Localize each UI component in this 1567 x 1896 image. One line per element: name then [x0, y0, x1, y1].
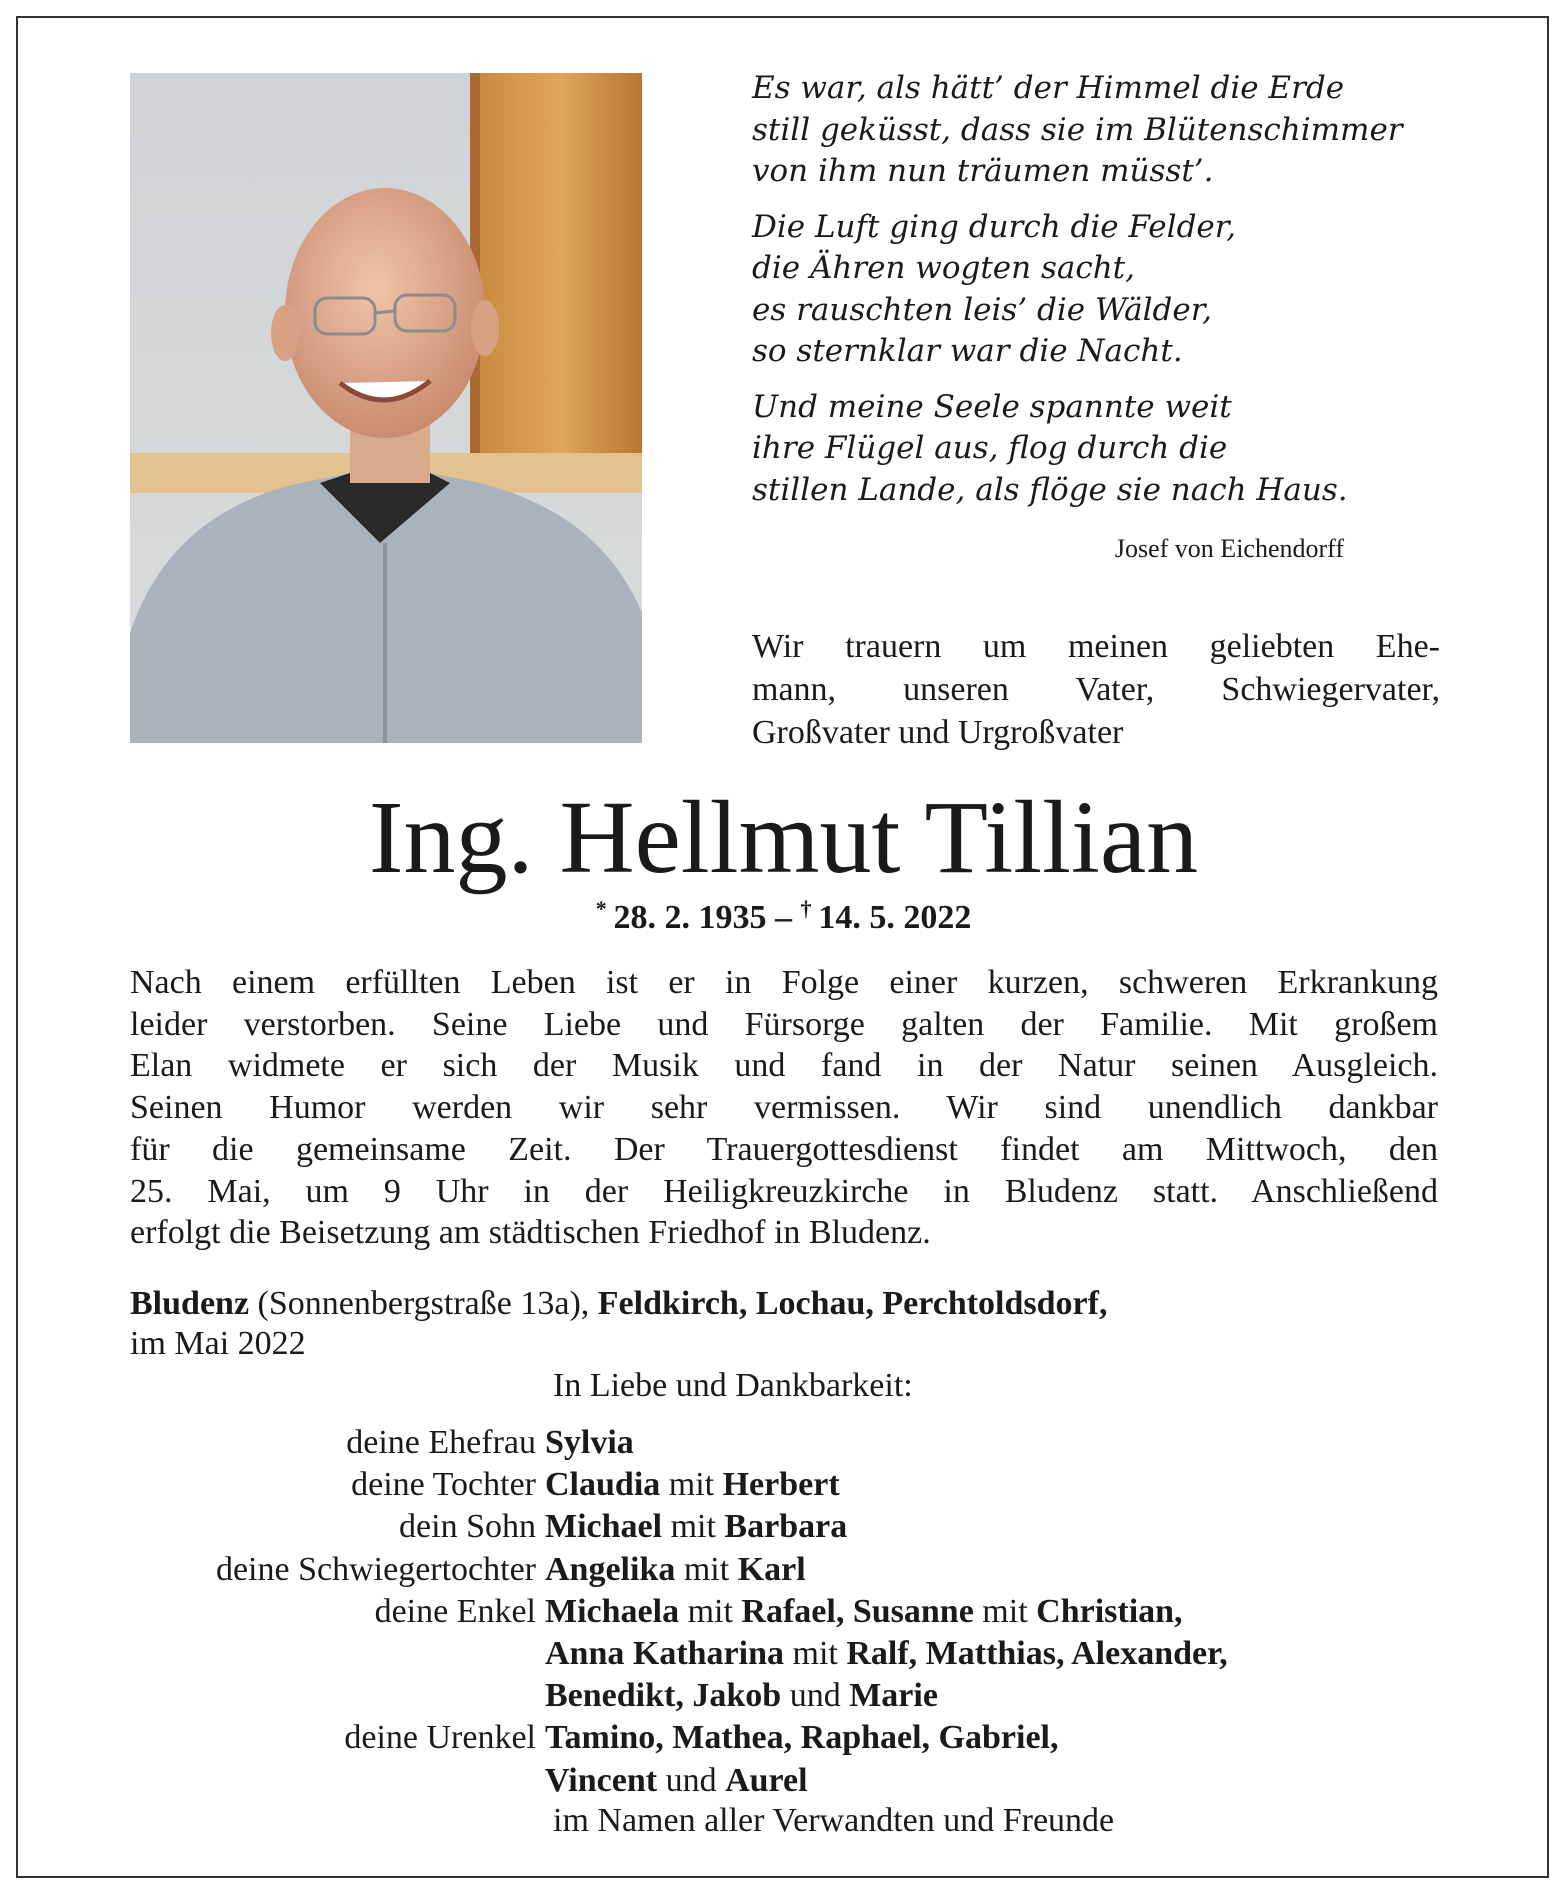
family-names-line	[545, 1549, 1470, 1591]
date-line: im Mai 2022	[130, 1325, 306, 1362]
family-relation: deine Ehefrau	[346, 1424, 536, 1461]
family-member-name: Ralf, Matthias, Alexander,	[846, 1635, 1228, 1673]
family-names-line	[545, 1633, 1470, 1675]
family-names	[545, 1591, 1470, 1718]
family-names-line	[545, 1506, 1470, 1548]
family-connector: und	[781, 1677, 850, 1715]
family-member-name: Claudia	[545, 1466, 661, 1504]
place-and-date	[130, 1284, 1460, 1364]
poem-line: von ihm nun träumen müsst’.	[752, 153, 1214, 189]
family-names-line	[545, 1464, 1470, 1506]
family-row	[130, 1422, 1470, 1464]
life-dates	[0, 896, 1567, 937]
family-connector: mit	[784, 1635, 847, 1673]
family-member-name: Vincent	[545, 1761, 658, 1799]
family-member-name: Benedikt, Jakob	[545, 1677, 782, 1715]
deceased-name: Ing. Hellmut Tillian	[368, 780, 1199, 895]
poem-line: so sternklar war die Nacht.	[752, 333, 1183, 369]
family-connector: und	[657, 1761, 726, 1799]
poem-stanza	[752, 387, 1472, 512]
intro-line: mann, unseren Vater, Schwiegervater,	[752, 671, 1440, 708]
family-member-name: Michaela	[545, 1592, 680, 1630]
family-member-name: Rafael, Susanne	[741, 1592, 974, 1630]
family-names-line	[545, 1591, 1470, 1633]
family-member-name: Barbara	[724, 1508, 848, 1546]
family-relation: deine Urenkel	[344, 1719, 536, 1757]
poem-line: es rauschten leis’ die Wälder,	[752, 291, 1213, 328]
poem-line: stillen Lande, als flöge sie nach Haus.	[752, 471, 1348, 508]
poem-line: Es war, als hätt’ der Himmel die Erde	[752, 70, 1345, 106]
poem-line: Die Luft ging durch die Felder,	[752, 208, 1237, 245]
family-connector: mit	[679, 1592, 742, 1630]
family-row	[130, 1464, 1470, 1506]
family-member-name: Aurel	[725, 1761, 808, 1799]
poem-stanza	[752, 68, 1472, 193]
family-connector: mit	[662, 1508, 725, 1546]
birth-date: 28. 2. 1935	[613, 899, 767, 936]
family-relation: deine Tochter	[351, 1466, 536, 1504]
body-line: Nach einem erfüllten Leben ist er in Folge einer kurzen, schweren Erkrankung	[130, 964, 1438, 1001]
body-line: Elan widmete er sich der Musik und fand in der Natur seinen Ausgleich.	[130, 1047, 1438, 1085]
family-connector: mit	[973, 1592, 1037, 1630]
poem-line: ihre Flügel aus, flog durch die	[752, 430, 1228, 466]
poem-line: Und meine Seele spannte weit	[752, 388, 1232, 425]
poem-line: still geküsst, dass sie im Blütenschimmer	[752, 111, 1403, 148]
family-relation: deine Schwiegertochter	[215, 1550, 536, 1588]
body-line: für die gemeinsame Zeit. Der Trauergottesdienst findet am Mittwoch, den	[130, 1130, 1438, 1168]
portrait-photo	[130, 73, 642, 743]
family-list	[130, 1422, 1470, 1802]
family-row	[130, 1549, 1470, 1591]
family-relation: dein Sohn	[399, 1508, 536, 1546]
family-row	[130, 1591, 1470, 1718]
family-names	[545, 1717, 1470, 1801]
obituary-text	[130, 962, 1438, 1254]
family-member-name: Marie	[849, 1677, 938, 1715]
body-line: Seinen Humor werden wir sehr vermissen. Wir sind unendlich dankbar	[130, 1089, 1438, 1127]
family-member-name: Karl	[737, 1550, 806, 1588]
family-member-name: Herbert	[722, 1466, 840, 1504]
final-line: im Namen aller Verwandten und Freunde	[553, 1802, 1115, 1839]
family-member-name: Michael	[545, 1508, 663, 1546]
date-separator: –	[766, 899, 801, 936]
body-line: 25. Mai, um 9 Uhr in der Heiligkreuzkirche in Bludenz statt. Anschließend	[130, 1172, 1438, 1210]
poem-author: Josef von Eichendorff	[1114, 534, 1344, 563]
family-row	[130, 1506, 1470, 1548]
death-date: 14. 5. 2022	[818, 899, 972, 936]
family-names-line	[545, 1675, 1470, 1717]
family-names-line	[545, 1717, 1470, 1759]
birth-symbol: *	[595, 896, 607, 921]
family-connector: mit	[660, 1466, 723, 1504]
poem-line: die Ähren wogten sacht,	[752, 250, 1135, 286]
family-names	[545, 1464, 1470, 1506]
body-line: erfolgt die Beisetzung am städtischen Friedhof in Bludenz.	[130, 1214, 931, 1252]
family-member-name: Sylvia	[545, 1424, 634, 1461]
family-relation: deine Enkel	[374, 1592, 536, 1630]
place-others: Feldkirch, Lochau, Perchtoldsdorf,	[597, 1285, 1108, 1322]
body-line: leider verstorben. Seine Liebe und Fürsorge galten der Familie. Mit großem	[130, 1005, 1438, 1043]
family-names	[545, 1549, 1470, 1591]
family-member-name: Anna Katharina	[545, 1635, 784, 1673]
intro-line: Wir trauern um meinen geliebten Ehe-	[752, 628, 1440, 665]
place-city: Bludenz	[130, 1285, 250, 1322]
death-symbol: †	[800, 896, 812, 921]
family-member-name: Christian,	[1036, 1592, 1183, 1630]
family-connector: mit	[675, 1550, 738, 1588]
family-names-line	[545, 1760, 1470, 1802]
closing-phrase: In Liebe und Dankbarkeit:	[553, 1367, 913, 1404]
family-member-name: Tamino, Mathea, Raphael, Gabriel,	[545, 1719, 1059, 1757]
poem-stanza	[752, 207, 1472, 373]
family-row	[130, 1717, 1470, 1801]
mourning-intro	[752, 625, 1440, 754]
poem	[752, 68, 1472, 525]
family-names	[545, 1506, 1470, 1548]
family-member-name: Angelika	[545, 1550, 676, 1588]
family-names	[545, 1422, 1470, 1464]
family-names-line	[545, 1422, 1470, 1464]
intro-line: Großvater und Urgroßvater	[752, 714, 1124, 751]
place-address: (Sonnenbergstraße 13a),	[249, 1285, 598, 1322]
